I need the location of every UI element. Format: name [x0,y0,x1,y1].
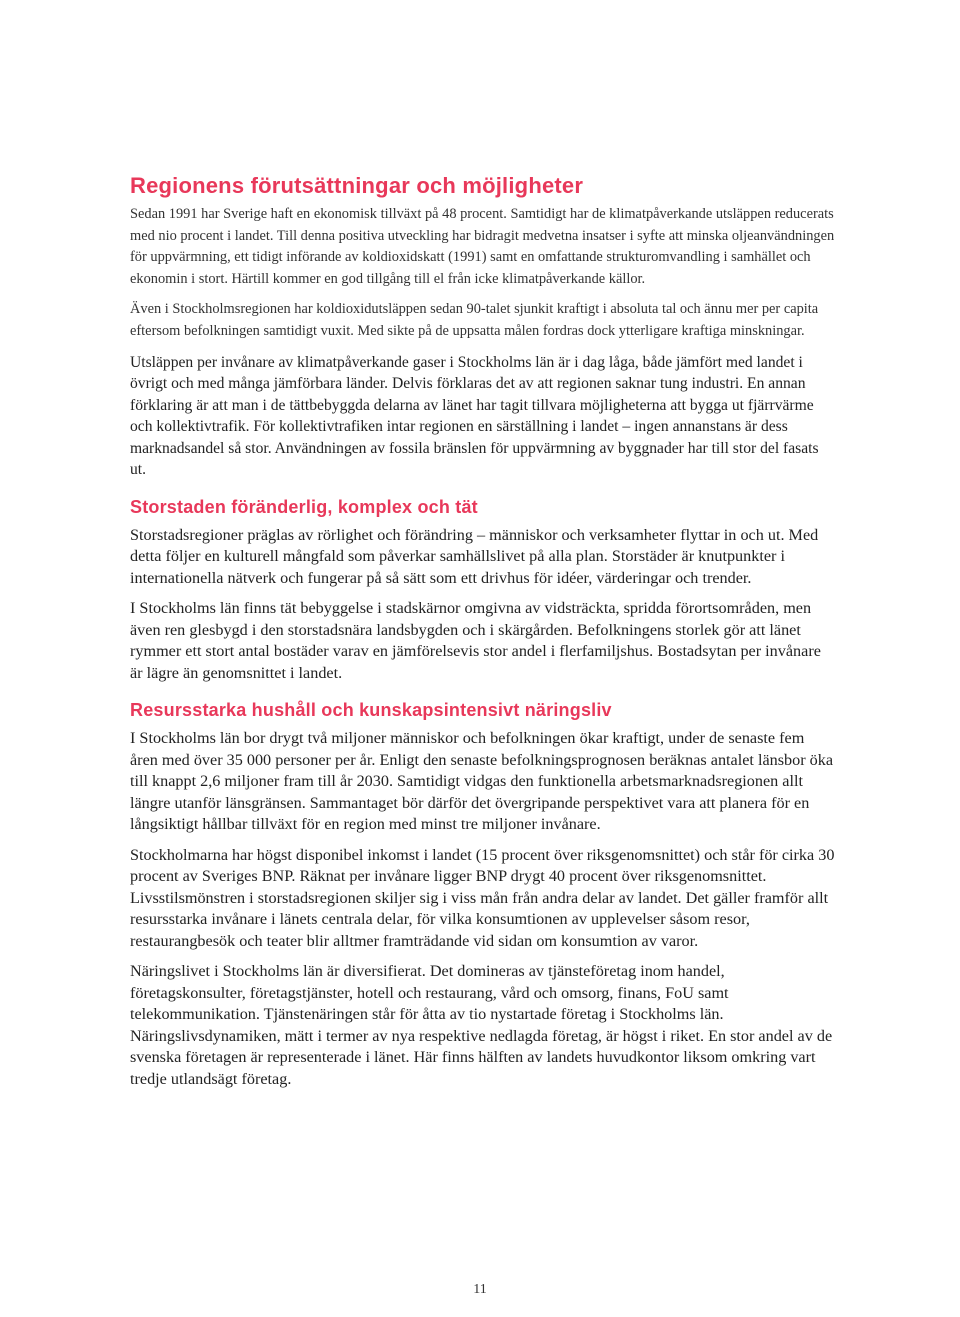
paragraph: I Stockholms län finns tät bebyggelse i stadskärnor omgivna av vidsträckta, spridda förortsområden, men även ren glesbygd i den storstadsnära landsbygden och i skärgården. Befolkningens storlek gör att länet rymmer ett stort antal bostäder varav en jämförelsevis stor andel i flerfamiljshus. Bostadsytan per invånare är lägre än genomsnittet i landet. [130,599,821,682]
heading-storstaden: Storstaden föränderlig, komplex och tät [130,496,478,517]
paragraph: Även i Stockholmsregionen har koldioxidutsläppen sedan 90-talet sjunkit kraftigt i absoluta tal och ännu mer per capita eftersom befolkningen samtidigt vuxit. Med sikte på de uppsatta målen fordras dock ytterligare kraftiga minskningar. [130,301,819,339]
page-number: 11 [473,1282,487,1297]
paragraph: Näringslivet i Stockholms län är diversifierat. Det domineras av tjänsteföretag inom handel, företagskonsulter, företagstjänster, hotell och restaurang, vård och omsorg, finans, FoU samt telekommunikation. Tjänstenäringen står för åtta av tio nystartade företag i Stockholms län. Näringslivsdynamiken, mätt i termer av nya respektive nedlagda företag, är högst i riket. En stor andel av de svenska företagen är representerade i länet. Här finns hälften av landets huvudkontor liksom omkring vart tredje utlandsägt företag. [130,962,833,1088]
paragraph: Storstadsregioner präglas av rörlighet och förändring – människor och verksamheter flyttar in och ut. Med detta följer en kulturell mångfald som påverkar samhällslivet på alla plan. Storstäder är knutpunkter i internationella nätverk och fungerar på så sätt som ett drivhus för idéer, värderingar och trender. [130,525,819,587]
paragraph: Stockholmarna har högst disponibel inkomst i landet (15 procent över riksgenomsnittet) och står för cirka 30 procent av Sveriges BNP. Räknat per invånare ligger BNP drygt 40 procent över riksgenomsnittet. Livsstilsmönstren i storstadsregionen skiljer sig i viss mån från andra delar av landet. Det gäller framför allt resursstarka invånare i länets centrala delar, för vilka konsumtionen av upplevelser såsom resor, restaurangbesök och teater blir alltmer framträdande vid sidan om konsumtion av varor. [130,845,835,950]
heading-resursstarka-hushall: Resursstarka hushåll och kunskapsintensivt näringsliv [130,700,612,721]
paragraph: I Stockholms län bor drygt två miljoner människor och befolkningen ökar kraftigt, under de senaste fem åren med över 35 000 personer per år. Enligt den senaste befolkningsprognosen beräknas antalet länsbor öka till knappt 2,6 miljoner fram till år 2030. Samtidigt vidgas den funktionella arbetsmarknadsregionen allt längre utanför länsgränsen. Sammantaget bör därför det övergripande perspektivet vara att planera för en långsiktigt hållbar tillväxt för en region med minst tre miljoner invånare. [130,729,834,834]
paragraph: Sedan 1991 har Sverige haft en ekonomisk tillväxt på 48 procent. Samtidigt har de klimatpåverkande utsläppen reducerats med nio procent i landet. Till denna positiva utveckling har bidragit medvetna insatser i syfte att minska oljeanvändningen för uppvärmning, ett tidigt införande av koldioxidskatt (1991) samt en omfattande strukturomvandling i samhället och ekonomin i stort. Härtill kommer en god tillgång till el från icke klimatpåverkande källor. [130,206,835,287]
page-content [130,172,835,1099]
heading-regionens-forutsattningar: Regionens förutsättningar och möjligheter [130,173,584,198]
paragraph: Utsläppen per invånare av klimatpåverkande gaser i Stockholms län är i dag låga, både jämfört med landet i övrigt och med många jämförbara länder. Delvis förklaras det av att regionen saknar tung industri. En annan förklaring är att man i de tättbebyggda delarna av länet har tagit tillvara möjligheterna att bygga ut fjärrvärme och kollektivtrafik. För kollektivtrafiken intar regionen en särställning i landet – ingen annanstans är dess marknadsandel så stor. Användningen av fossila bränslen för uppvärmning av byggnader har till stor del fasats ut. [130,353,819,479]
